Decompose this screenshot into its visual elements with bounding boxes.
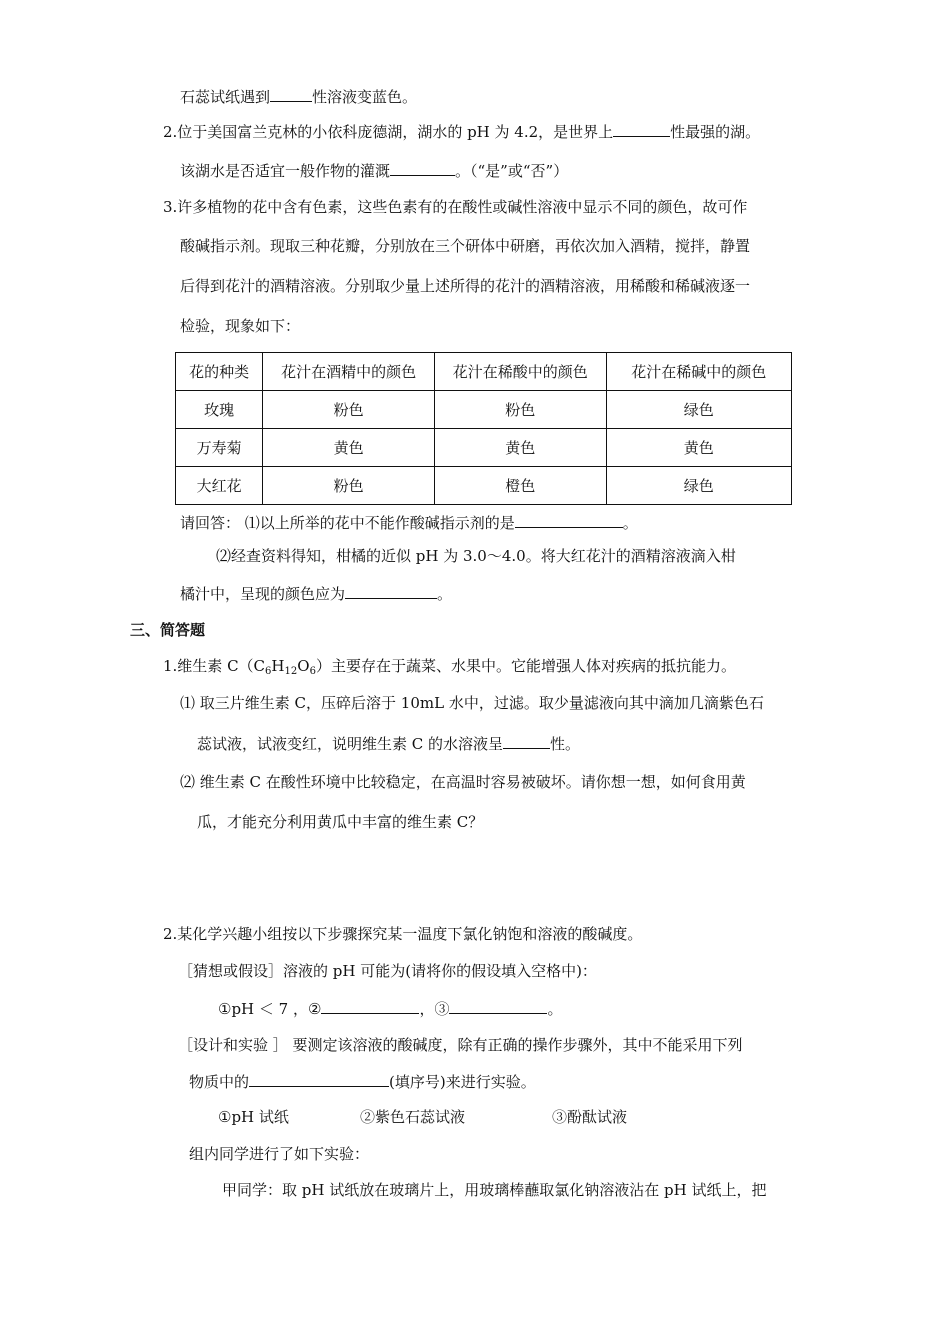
text: ）主要存在于蔬菜、水果中。它能增强人体对疾病的抵抗能力。: [315, 657, 736, 675]
experiment-line2: [189, 1071, 536, 1092]
text: 橘汁中，呈现的颜色应为: [180, 585, 346, 603]
subscript: 6: [309, 666, 316, 677]
text: 石蕊试纸遇到: [180, 88, 271, 106]
experiment-line1: ［设计和实验 ］ 要测定该溶液的酸碱度，除有正确的操作步骤外，其中不能采用下列: [178, 1036, 743, 1054]
text: 。: [437, 585, 453, 603]
text: 性最强的湖。: [670, 123, 761, 141]
s3-q2-line1: 2.某化学兴趣小组按以下步骤探究某一温度下氯化钠饱和溶液的酸碱度。: [163, 925, 643, 943]
table-cell: 黄色: [606, 429, 792, 467]
hypothesis-options: [218, 998, 562, 1019]
text: 物质中的: [189, 1073, 250, 1091]
table-cell: 绿色: [606, 467, 792, 505]
text: 。: [622, 514, 638, 532]
q3-line4: 检验，现象如下：: [180, 317, 301, 335]
text: 性。: [550, 735, 581, 753]
table-row: [176, 391, 792, 429]
q2-line1: [163, 121, 760, 142]
text: 1.维生素 C（C: [163, 657, 266, 675]
text: ①pH ＜ 7 ，②: [218, 1000, 322, 1018]
text: 蕊试液，试液变红，说明维生素 C 的水溶液呈: [197, 735, 504, 753]
table-header-cell: 花汁在稀酸中的颜色: [434, 353, 606, 391]
table-cell: 粉色: [434, 391, 606, 429]
table-header-row: [176, 353, 792, 391]
flower-color-table: [175, 352, 792, 505]
answer-blank[interactable]: [270, 86, 312, 102]
answer-blank[interactable]: [515, 512, 623, 528]
table-cell: 绿色: [606, 391, 792, 429]
answer-2-line1: ⑵经查资料得知，柑橘的近似 pH 为 3.0～4.0。将大红花汁的酒精溶液滴入柑: [216, 547, 736, 565]
table-header-cell: 花汁在酒精中的颜色: [263, 353, 435, 391]
q2-line2: [180, 160, 568, 181]
answer-blank[interactable]: [345, 583, 437, 599]
table-cell: 玫瑰: [176, 391, 263, 429]
text: 该湖水是否适宜一般作物的灌溉: [180, 162, 391, 180]
table-cell: 橙色: [434, 467, 606, 505]
subscript: 12: [284, 666, 298, 677]
answer-blank[interactable]: [449, 998, 547, 1014]
q3-line3: 后得到花汁的酒精溶液。分别取少量上述所得的花汁的酒精溶液，用稀酸和稀碱液逐一: [180, 277, 751, 295]
text: ，③: [419, 1000, 450, 1018]
table-cell: 黄色: [263, 429, 435, 467]
answer-blank[interactable]: [390, 160, 455, 176]
text: H: [271, 657, 285, 675]
answer-blank[interactable]: [503, 733, 550, 749]
jia-line: 甲同学：取 pH 试纸放在玻璃片上，用玻璃棒蘸取氯化钠溶液沾在 pH 试纸上，把: [222, 1181, 767, 1199]
s3-q1-1-line2: [197, 733, 580, 754]
table-header-cell: 花汁在稀碱中的颜色: [606, 353, 792, 391]
s3-q1: [163, 656, 736, 682]
table-cell: 粉色: [263, 467, 435, 505]
text: 请回答： ⑴以上所举的花中不能作酸碱指示剂的是: [180, 514, 515, 532]
q3-line2: 酸碱指示剂。现取三种花瓣，分别放在三个研体中研磨，再依次加入酒精，搅拌，静置: [180, 237, 751, 255]
answer-blank[interactable]: [249, 1071, 389, 1087]
text: 2.位于美国富兰克林的小依科庞德湖，湖水的 pH 为 4.2，是世界上: [163, 123, 614, 141]
text: 。（“是”或“否”）: [455, 162, 569, 180]
text: O: [297, 657, 310, 675]
table-cell: 大红花: [176, 467, 263, 505]
reagent-option: ①pH 试纸: [218, 1108, 289, 1126]
group-line: 组内同学进行了如下实验：: [189, 1145, 370, 1163]
answer-2-line2: [180, 583, 452, 604]
table-header-cell: 花的种类: [176, 353, 263, 391]
section-heading: 三、简答题: [130, 621, 206, 639]
answer-blank[interactable]: [321, 998, 419, 1014]
table-cell: 黄色: [434, 429, 606, 467]
q1-continuation: [180, 86, 417, 107]
subscript: 6: [265, 666, 272, 677]
reagent-option: ③酚酞试液: [552, 1108, 628, 1126]
answer-blank[interactable]: [613, 121, 670, 137]
text: (填序号)来进行实验。: [389, 1073, 536, 1091]
s3-q1-2-line1: ⑵ 维生素 C 在酸性环境中比较稳定，在高温时容易被破坏。请你想一想，如何食用黄: [180, 773, 746, 791]
text: 性溶液变蓝色。: [312, 88, 418, 106]
s3-q1-1-line1: ⑴ 取三片维生素 C，压碎后溶于 10mL 水中，过滤。取少量滤液向其中滴加几滴紫色石: [180, 694, 764, 712]
table-cell: 粉色: [263, 391, 435, 429]
s3-q1-2-line2: 瓜，才能充分利用黄瓜中丰富的维生素 C？: [197, 813, 484, 831]
text: 。: [547, 1000, 563, 1018]
hypothesis-line: ［猜想或假设］溶液的 pH 可能为(请将你的假设填入空格中)：: [178, 962, 597, 980]
table-row: [176, 467, 792, 505]
table-row: [176, 429, 792, 467]
table-cell: 万寿菊: [176, 429, 263, 467]
q3-line1: 3.许多植物的花中含有色素，这些色素有的在酸性或碱性溶液中显示不同的颜色，故可作: [163, 198, 748, 216]
answer-1: [180, 512, 638, 533]
reagent-option: ②紫色石蕊试液: [360, 1108, 466, 1126]
